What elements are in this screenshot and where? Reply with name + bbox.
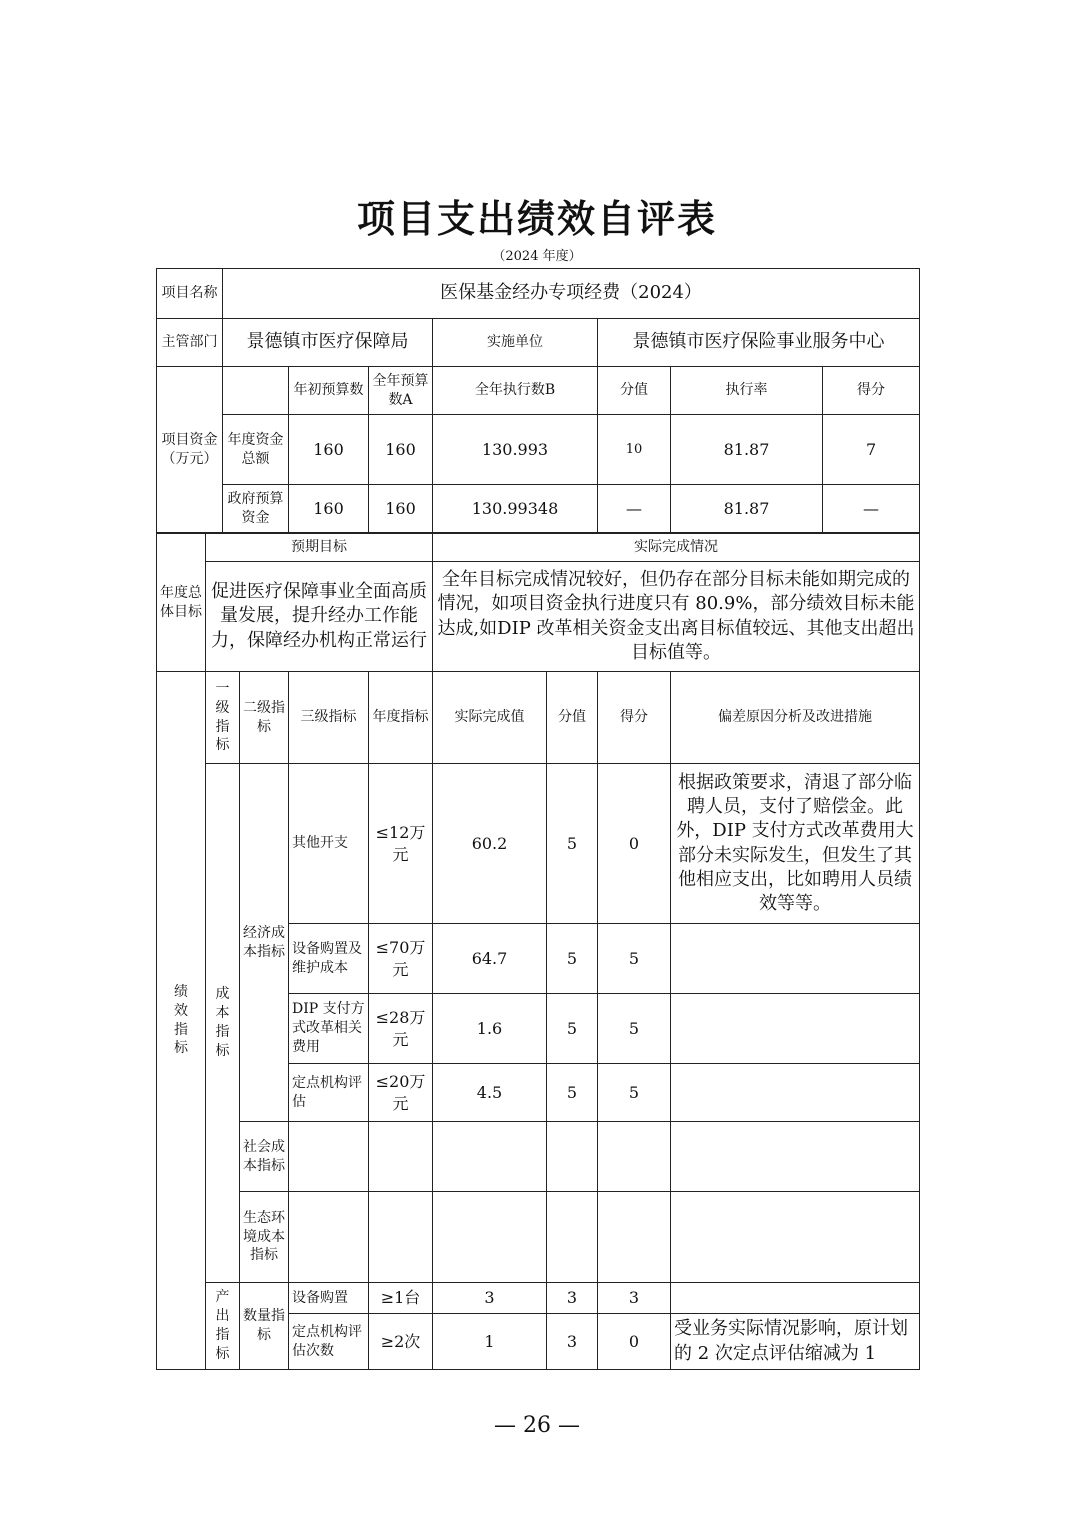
page-title: 项目支出绩效自评表	[356, 197, 717, 241]
funds-executed: 130.993	[433, 415, 598, 485]
funds-header-score: 得分	[823, 367, 920, 415]
header-level2: 二级指标	[240, 672, 289, 764]
header-level3: 三级指标	[289, 672, 369, 764]
deviation-reason: 根据政策要求，清退了部分临聘人员，支付了赔偿金。此外，DIP 支付方式改革费用大部分未实际发生，但发生了其他相应支出，比如聘用人员绩效等等。	[671, 764, 920, 924]
indicators-label: 绩效指标	[157, 672, 206, 1370]
expected-goal-header: 预期目标	[206, 534, 433, 562]
funds-header-score-value: 分值	[598, 367, 671, 415]
funds-initial: 160	[289, 485, 369, 533]
actual-value: 60.2	[433, 764, 547, 924]
empty-cell	[547, 1192, 598, 1283]
empty-cell	[598, 1192, 671, 1283]
empty-cell	[671, 1192, 920, 1283]
funds-header-initial: 年初预算数	[289, 367, 369, 415]
expected-goal-text: 促进医疗保障事业全面高质量发展，提升经办工作能力，保障经办机构正常运行	[206, 562, 433, 672]
score: 0	[598, 764, 671, 924]
funds-rate: 81.87	[671, 415, 823, 485]
funds-initial: 160	[289, 415, 369, 485]
impl-label: 实施单位	[433, 319, 598, 367]
deviation-reason	[671, 924, 920, 994]
funds-header-annual: 全年预算数A	[369, 367, 433, 415]
actual-completion-text: 全年目标完成情况较好，但仍存在部分目标未能如期完成的情况，如项目资金执行进度只有 80.9%，部分绩效目标未能达成,如DIP 改革相关资金支出离目标值较远、其他支出超出目标值等。	[433, 562, 920, 672]
funds-annual: 160	[369, 415, 433, 485]
project-name-value: 医保基金经办专项经费（2024）	[223, 269, 920, 319]
score-value: 5	[547, 1064, 598, 1122]
goals-label: 年度总体目标	[157, 534, 206, 672]
empty-cell	[369, 1122, 433, 1192]
score: 5	[598, 994, 671, 1064]
empty-cell	[289, 1122, 369, 1192]
deviation-reason	[671, 1064, 920, 1122]
funds-header-empty	[223, 367, 289, 415]
funds-annual: 160	[369, 485, 433, 533]
dept-value: 景德镇市医疗保障局	[223, 319, 433, 367]
actual-value: 1.6	[433, 994, 547, 1064]
deviation-reason	[671, 994, 920, 1064]
empty-cell	[598, 1122, 671, 1192]
score: 3	[598, 1283, 671, 1314]
funds-row-label: 年度资金总额	[223, 415, 289, 485]
project-info-table	[156, 268, 920, 533]
funds-executed: 130.99348	[433, 485, 598, 533]
indicator-row	[157, 1283, 920, 1314]
funds-row	[157, 485, 920, 533]
funds-header-executed: 全年执行数B	[433, 367, 598, 415]
annual-goals-table	[156, 533, 920, 672]
level2-eco-cost: 生态环境成本指标	[240, 1192, 289, 1283]
empty-cell	[433, 1122, 547, 1192]
level3-name: 设备购置	[289, 1283, 369, 1314]
score: 0	[598, 1314, 671, 1370]
score: 5	[598, 924, 671, 994]
empty-cell	[369, 1192, 433, 1283]
empty-cell	[547, 1122, 598, 1192]
actual-completion-header: 实际完成情况	[433, 534, 920, 562]
level3-name: 其他开支	[289, 764, 369, 924]
score-value: 5	[547, 764, 598, 924]
actual-value: 3	[433, 1283, 547, 1314]
dept-label: 主管部门	[157, 319, 223, 367]
score-value: 3	[547, 1314, 598, 1370]
level2-quantity: 数量指标	[240, 1283, 289, 1370]
funds-header-rate: 执行率	[671, 367, 823, 415]
deviation-reason	[671, 1283, 920, 1314]
score-value: 5	[547, 924, 598, 994]
annual-target: ≥2次	[369, 1314, 433, 1370]
level1-output: 产出指标	[206, 1283, 240, 1370]
funds-rate: 81.87	[671, 485, 823, 533]
annual-target: ≤28万元	[369, 994, 433, 1064]
level1-cost: 成本指标	[206, 764, 240, 1283]
funds-score-value: —	[598, 485, 671, 533]
funds-score: —	[823, 485, 920, 533]
page-subtitle: （2024 年度）	[492, 249, 582, 264]
annual-target: ≤20万元	[369, 1064, 433, 1122]
funds-score: 7	[823, 415, 920, 485]
header-deviation-reason: 偏差原因分析及改进措施	[671, 672, 920, 764]
level2-economic-cost: 经济成本指标	[240, 764, 289, 1122]
level3-name: DIP 支付方式改革相关费用	[289, 994, 369, 1064]
actual-value: 1	[433, 1314, 547, 1370]
funds-score-value: 10	[598, 415, 671, 485]
indicator-row	[157, 764, 920, 924]
empty-cell	[671, 1122, 920, 1192]
indicator-row	[157, 1192, 920, 1283]
impl-value: 景德镇市医疗保险事业服务中心	[598, 319, 920, 367]
annual-target: ≥1台	[369, 1283, 433, 1314]
level3-name: 定点机构评估次数	[289, 1314, 369, 1370]
project-name-label: 项目名称	[157, 269, 223, 319]
header-score-value: 分值	[547, 672, 598, 764]
page-number: — 26 —	[494, 1413, 580, 1438]
annual-target: ≤70万元	[369, 924, 433, 994]
funds-row-label: 政府预算资金	[223, 485, 289, 533]
funds-label: 项目资金（万元）	[157, 367, 223, 533]
header-score: 得分	[598, 672, 671, 764]
level3-name: 定点机构评估	[289, 1064, 369, 1122]
score-value: 3	[547, 1283, 598, 1314]
score-value: 5	[547, 994, 598, 1064]
empty-cell	[433, 1192, 547, 1283]
score: 5	[598, 1064, 671, 1122]
empty-cell	[289, 1192, 369, 1283]
header-level1: 一级指标	[206, 672, 240, 764]
level2-social-cost: 社会成本指标	[240, 1122, 289, 1192]
annual-target: ≤12万元	[369, 764, 433, 924]
header-annual-target: 年度指标	[369, 672, 433, 764]
deviation-reason: 受业务实际情况影响，原计划的 2 次定点评估缩减为 1	[671, 1314, 920, 1370]
performance-indicators-table	[156, 671, 920, 1370]
actual-value: 64.7	[433, 924, 547, 994]
level3-name: 设备购置及维护成本	[289, 924, 369, 994]
indicator-row	[157, 1122, 920, 1192]
header-actual-value: 实际完成值	[433, 672, 547, 764]
funds-row	[157, 415, 920, 485]
actual-value: 4.5	[433, 1064, 547, 1122]
